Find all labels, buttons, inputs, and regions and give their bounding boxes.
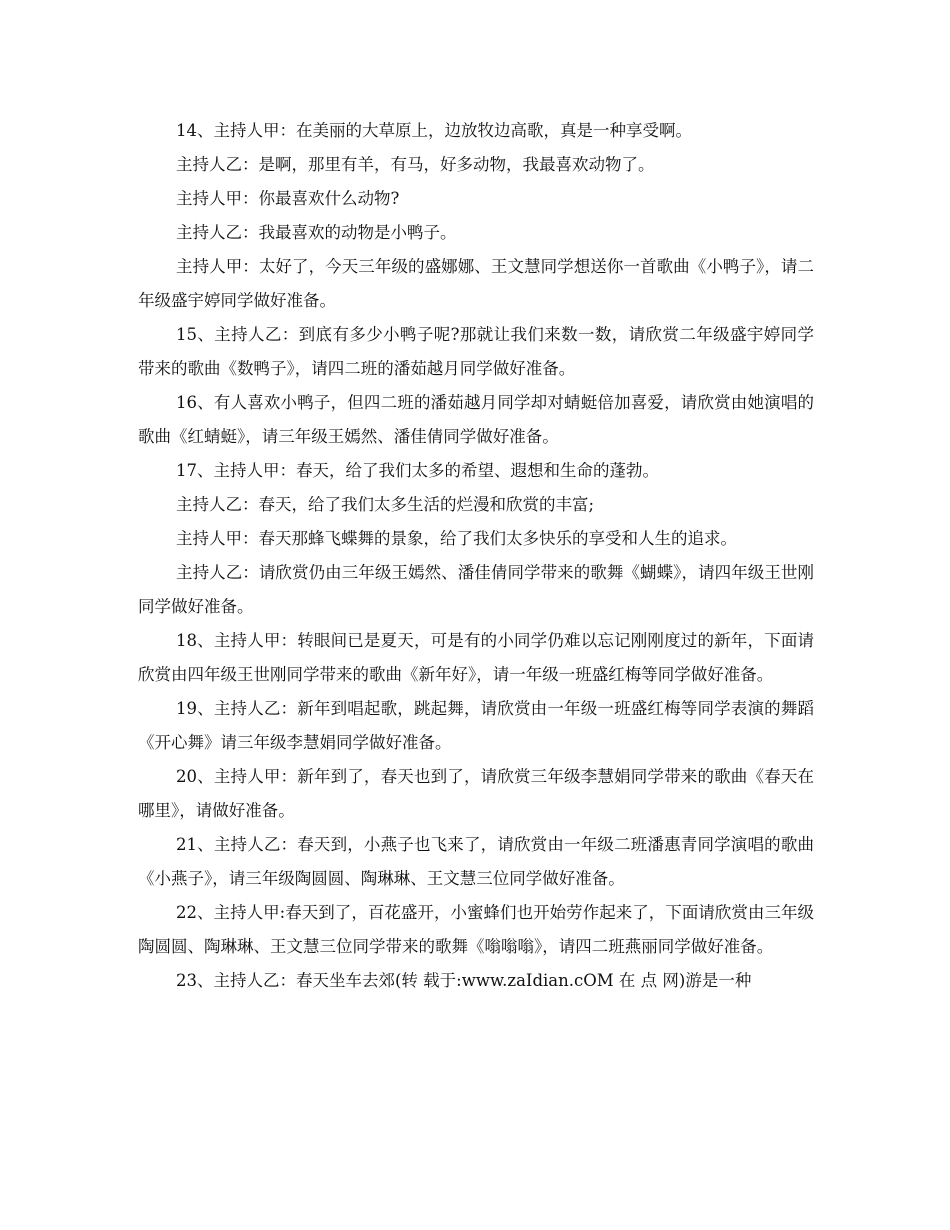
paragraph-22: 22、主持人甲:春天到了，百花盛开，小蜜蜂们也开始劳作起来了，下面请欣赏由三年级陶圆圆、陶琳琳、王文慧三位同学带来的歌舞《嗡嗡嗡》，请四二班燕丽同学做好准备。 [138, 903, 814, 956]
paragraph-host-b-2: 主持人乙：我最喜欢的动物是小鸭子。 [176, 223, 457, 242]
paragraph-20: 20、主持人甲：新年到了，春天也到了，请欣赏三年级李慧娟同学带来的歌曲《春天在哪里》，请做好准备。 [138, 767, 814, 820]
paragraph-host-a-3: 主持人甲：春天那蜂飞蝶舞的景象，给了我们太多快乐的享受和人生的追求。 [176, 529, 737, 548]
paragraph-host-a-2: 主持人甲：太好了，今天三年级的盛娜娜、王文慧同学想送你一首歌曲《小鸭子》，请二年级盛宇婷同学做好准备。 [138, 257, 814, 310]
paragraph-16: 16、有人喜欢小鸭子，但四二班的潘茹越月同学却对蜻蜓倍加喜爱，请欣赏由她演唱的歌曲《红蜻蜓》，请三年级王嫣然、潘佳倩同学做好准备。 [138, 393, 814, 446]
paragraph-host-b-1: 主持人乙：是啊，那里有羊，有马，好多动物，我最喜欢动物了。 [176, 155, 655, 174]
document-page [138, 114, 814, 998]
paragraph-14: 14、主持人甲：在美丽的大草原上，边放牧边高歌，真是一种享受啊。 [176, 121, 692, 140]
paragraph-18: 18、主持人甲：转眼间已是夏天，可是有的小同学仍难以忘记刚刚度过的新年，下面请欣赏由四年级王世刚同学带来的歌曲《新年好》，请一年级一班盛红梅等同学做好准备。 [138, 631, 814, 684]
paragraph-host-a-1: 主持人甲：你最喜欢什么动物? [176, 189, 400, 208]
paragraph-19: 19、主持人乙：新年到唱起歌，跳起舞，请欣赏由一年级一班盛红梅等同学表演的舞蹈《开心舞》请三年级李慧娟同学做好准备。 [138, 699, 814, 752]
paragraph-host-b-4: 主持人乙：请欣赏仍由三年级王嫣然、潘佳倩同学带来的歌舞《蝴蝶》，请四年级王世刚同学做好准备。 [138, 563, 814, 616]
paragraph-17: 17、主持人甲：春天，给了我们太多的希望、遐想和生命的蓬勃。 [176, 461, 659, 480]
paragraph-15: 15、主持人乙：到底有多少小鸭子呢?那就让我们来数一数，请欣赏二年级盛宇婷同学带来的歌曲《数鸭子》，请四二班的潘茹越月同学做好准备。 [138, 325, 814, 378]
paragraph-21: 21、主持人乙：春天到，小燕子也飞来了，请欣赏由一年级二班潘惠青同学演唱的歌曲《小燕子》，请三年级陶圆圆、陶琳琳、王文慧三位同学做好准备。 [138, 835, 814, 888]
paragraph-host-b-3: 主持人乙：春天，给了我们太多生活的烂漫和欣赏的丰富; [176, 495, 595, 514]
paragraph-23: 23、主持人乙：春天坐车去郊(转 载于:www.zaIdian.cOM 在 点 网)游是一种 [176, 971, 752, 990]
